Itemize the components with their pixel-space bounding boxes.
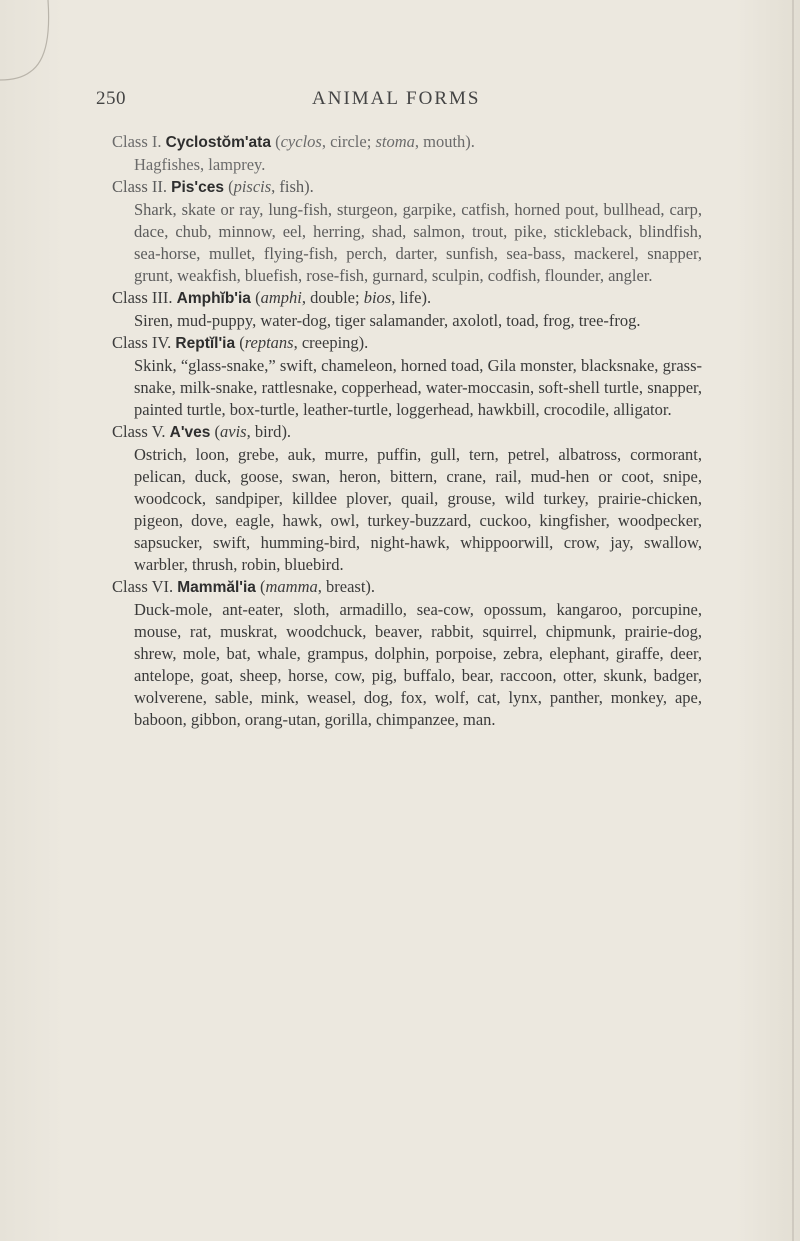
class-label: Class III. — [112, 288, 173, 307]
class-members: Skink, “glass-snake,” swift, chameleon, horned toad, Gila monster, blacksnake, grass-snake, milk-snake, rattlesnake, copperhead, water-moccasin, soft-shell turtle, snapper, painted turtle, box-turtle, leather-turtle, loggerhead, hawkbill, crocodile, alligator. — [134, 356, 702, 419]
class-name: Reptĭl'ia — [175, 335, 236, 352]
class-label: Class I. — [112, 132, 162, 151]
class-heading — [112, 131, 702, 154]
class-members: Siren, mud-puppy, water-dog, tiger salamander, axolotl, toad, frog, tree-frog. — [134, 311, 641, 330]
page-number: 250 — [96, 88, 126, 109]
class-label: Class VI. — [112, 577, 174, 596]
class-heading — [112, 421, 702, 444]
class-block — [112, 332, 702, 421]
class-label: Class II. — [112, 177, 167, 196]
class-heading — [112, 176, 702, 199]
class-heading — [112, 332, 702, 355]
class-name: Pis'ces — [171, 179, 224, 196]
class-members: Duck-mole, ant-eater, sloth, armadillo, sea-cow, opossum, kangaroo, porcupine, mouse, rat, muskrat, woodchuck, beaver, rabbit, squirrel, chipmunk, prairie-dog, shrew, mole, bat, whale, grampus, dolphin, porpoise, zebra, elephant, giraffe, deer, antelope, goat, sheep, horse, cow, pig, buffalo, bear, raccoon, otter, skunk, badger, wolverene, sable, mink, weasel, dog, fox, wolf, cat, lynx, panther, monkey, ape, baboon, gibbon, orang-utan, gorilla, chimpanzee, man. — [134, 600, 702, 729]
class-heading — [112, 287, 702, 310]
class-name: Cyclostŏm'ata — [165, 134, 271, 151]
class-etymology: (avis, bird). — [214, 422, 292, 441]
class-block — [112, 421, 702, 576]
class-block — [112, 576, 702, 731]
class-name: Mammăl'ia — [177, 579, 256, 596]
class-block — [112, 131, 702, 176]
class-heading — [112, 576, 702, 599]
class-block — [112, 287, 702, 332]
running-title: ANIMAL FORMS — [312, 88, 481, 109]
page-header — [96, 88, 716, 112]
class-etymology: (cyclos, circle; stoma, mouth). — [275, 132, 475, 151]
class-label: Class V. — [112, 422, 166, 441]
class-members: Hagfishes, lamprey. — [134, 155, 266, 174]
class-name: A'ves — [169, 424, 211, 441]
class-label: Class IV. — [112, 333, 172, 352]
class-etymology: (amphi, double; bios, life). — [255, 288, 432, 307]
class-etymology: (piscis, fish). — [228, 177, 314, 196]
class-etymology: (mamma, breast). — [260, 577, 376, 596]
class-etymology: (reptans, creeping). — [239, 333, 369, 352]
class-members: Ostrich, loon, grebe, auk, murre, puffin, gull, tern, petrel, albatross, cormorant, pelican, duck, goose, swan, heron, bittern, crane, rail, mud-hen or coot, snipe, woodcock, sandpiper, killdee plover, quail, grouse, wild turkey, prairie-chicken, pigeon, dove, eagle, hawk, owl, turkey-buzzard, cuckoo, kingfisher, woodpecker, sapsucker, swift, humming-bird, night-hawk, whippoorwill, crow, jay, swallow, warbler, thrush, robin, bluebird. — [134, 445, 702, 574]
class-members: Shark, skate or ray, lung-fish, sturgeon, garpike, catfish, horned pout, bullhead, carp, dace, chub, minnow, eel, herring, shad, salmon, trout, pike, stickleback, blindfish, sea-horse, mullet, flying-fish, perch, darter, sunfish, sea-bass, mackerel, snapper, grunt, weakfish, bluefish, rose-fish, gurnard, sculpin, codfish, flounder, angler. — [134, 200, 702, 285]
page-curl-mark — [0, 0, 60, 90]
class-block — [112, 176, 702, 287]
page-edge — [792, 0, 794, 1241]
classification-list — [112, 131, 702, 731]
class-name: Amphĭb'ia — [176, 290, 251, 307]
